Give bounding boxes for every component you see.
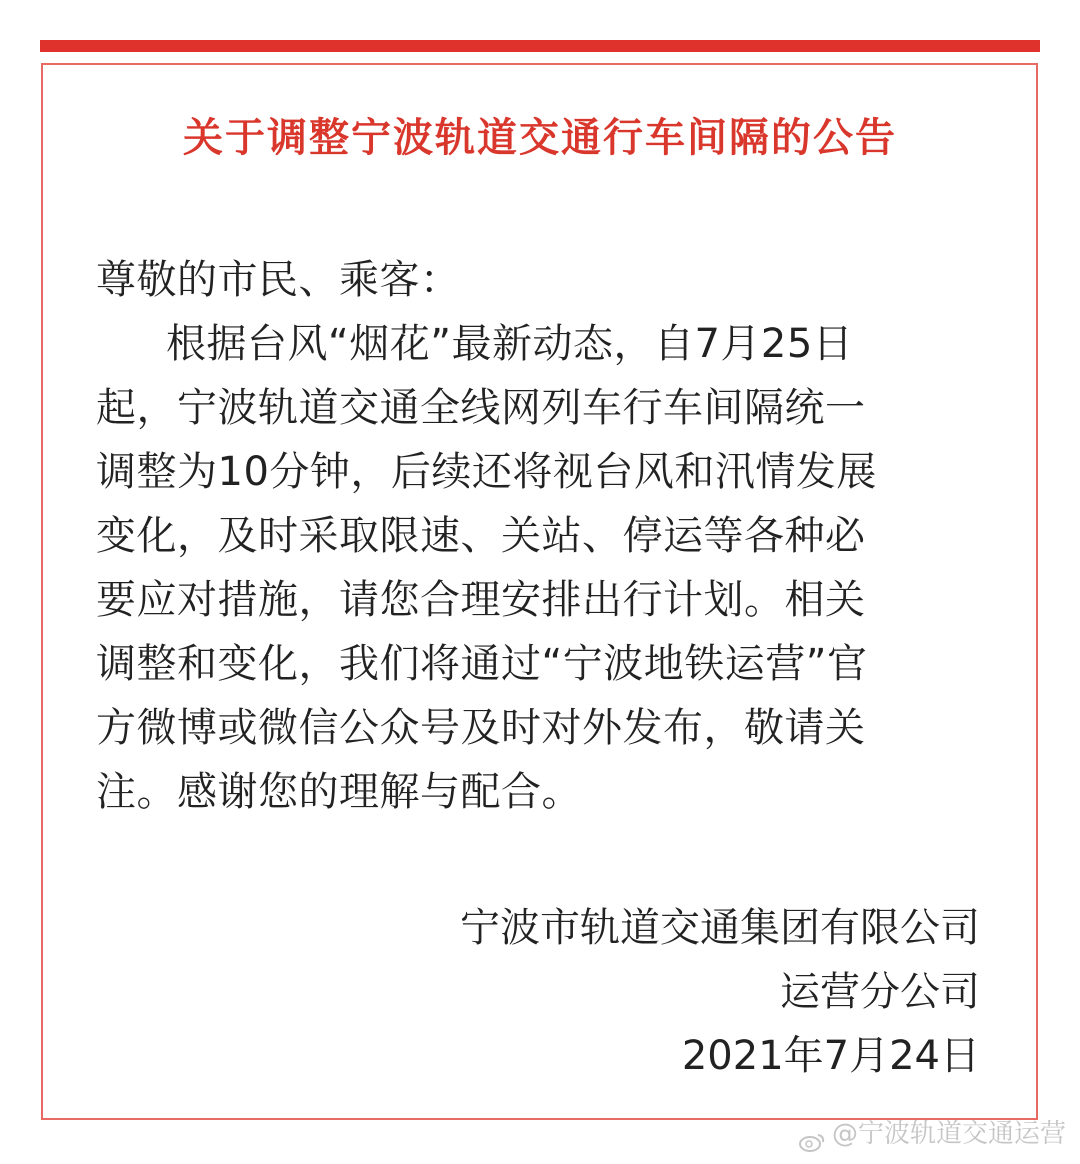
body-line: 变化，及时采取限速、关站、停运等各种必 bbox=[96, 513, 866, 559]
body-line: 调整和变化，我们将通过“宁波地铁运营”官 bbox=[96, 641, 868, 687]
watermark bbox=[798, 1114, 1066, 1154]
body-line: 根据台风“烟花”最新动态，自7月25日 bbox=[166, 321, 854, 367]
body-line: 方微博或微信公众号及时对外发布，敬请关 bbox=[96, 705, 866, 751]
top-red-bar bbox=[40, 40, 1040, 52]
signature-block bbox=[460, 896, 980, 1088]
notice-title: 关于调整宁波轨道交通行车间隔的公告 bbox=[183, 115, 897, 161]
notice-body bbox=[96, 248, 986, 824]
body-line: 调整为10分钟，后续还将视台风和汛情发展 bbox=[96, 449, 877, 495]
body-line: 注。感谢您的理解与配合。 bbox=[96, 769, 582, 815]
signature-date: 2021年7月24日 bbox=[681, 1033, 980, 1079]
weibo-icon bbox=[798, 1124, 826, 1144]
signature-organization: 宁波市轨道交通集团有限公司 bbox=[460, 905, 980, 951]
signature-branch: 运营分公司 bbox=[780, 969, 980, 1015]
body-line: 要应对措施，请您合理安排出行计划。相关 bbox=[96, 577, 866, 623]
body-line: 起，宁波轨道交通全线网列车行车间隔统一 bbox=[96, 385, 866, 431]
salutation: 尊敬的市民、乘客： bbox=[96, 257, 461, 303]
watermark-text: @宁波轨道交通运营 bbox=[831, 1119, 1066, 1149]
